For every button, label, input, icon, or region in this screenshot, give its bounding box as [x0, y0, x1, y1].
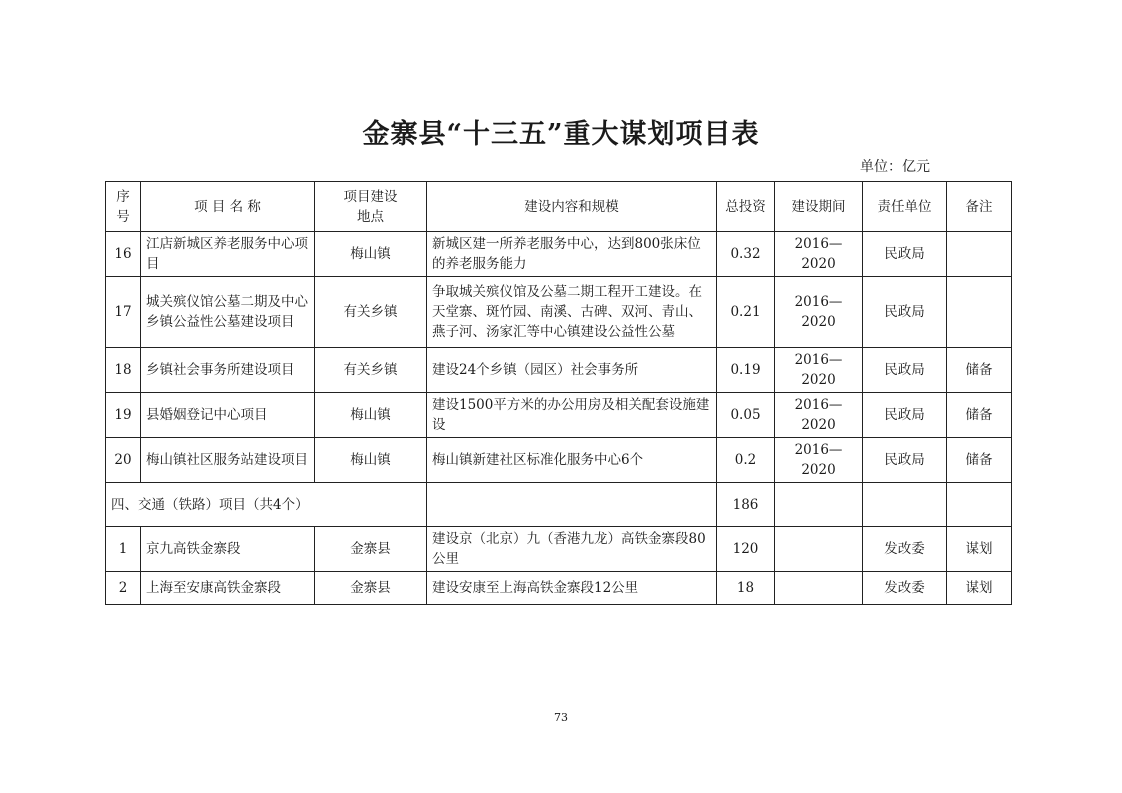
row-name: 乡镇社会事务所建设项目 — [141, 348, 315, 393]
row-investment: 0.2 — [717, 438, 775, 483]
row-location: 梅山镇 — [315, 438, 427, 483]
table-row — [106, 393, 1012, 438]
col-header-unit: 责任单位 — [863, 182, 947, 232]
row-no: 19 — [106, 393, 141, 438]
table-row — [106, 232, 1012, 277]
table-header-row — [106, 182, 1012, 232]
row-period: 2016—2020 — [775, 232, 863, 277]
table-row — [106, 572, 1012, 605]
row-no: 2 — [106, 572, 141, 605]
row-period — [775, 572, 863, 605]
section-unit-empty — [863, 483, 947, 527]
row-content: 争取城关殡仪馆及公墓二期工程开工建设。在天堂寨、斑竹园、南溪、古碑、双河、青山、燕子河、汤家汇等中心镇建设公益性公墓 — [427, 277, 717, 348]
row-name: 江店新城区养老服务中心项目 — [141, 232, 315, 277]
col-header-note: 备注 — [947, 182, 1012, 232]
row-location: 金寨县 — [315, 572, 427, 605]
row-name: 城关殡仪馆公墓二期及中心乡镇公益性公墓建设项目 — [141, 277, 315, 348]
row-unit: 发改委 — [863, 527, 947, 572]
row-unit: 民政局 — [863, 232, 947, 277]
row-unit: 民政局 — [863, 438, 947, 483]
section-period-empty — [775, 483, 863, 527]
table-row — [106, 438, 1012, 483]
page-number: 73 — [554, 711, 568, 724]
col-header-content: 建设内容和规模 — [427, 182, 717, 232]
row-investment: 0.32 — [717, 232, 775, 277]
row-no: 17 — [106, 277, 141, 348]
table-row — [106, 348, 1012, 393]
row-unit: 民政局 — [863, 348, 947, 393]
row-investment: 18 — [717, 572, 775, 605]
unit-note: 单位：亿元 — [860, 159, 930, 175]
row-name: 京九高铁金寨段 — [141, 527, 315, 572]
col-header-no: 序号 — [106, 182, 141, 232]
row-content: 新城区建一所养老服务中心，达到800张床位的养老服务能力 — [427, 232, 717, 277]
row-unit: 民政局 — [863, 393, 947, 438]
row-period: 2016—2020 — [775, 438, 863, 483]
section-note-empty — [947, 483, 1012, 527]
row-location: 梅山镇 — [315, 393, 427, 438]
row-note — [947, 277, 1012, 348]
project-table — [105, 181, 1012, 605]
row-period — [775, 527, 863, 572]
col-header-investment: 总投资 — [717, 182, 775, 232]
row-name: 县婚姻登记中心项目 — [141, 393, 315, 438]
row-investment: 0.21 — [717, 277, 775, 348]
row-investment: 0.05 — [717, 393, 775, 438]
row-location: 有关乡镇 — [315, 348, 427, 393]
row-investment: 120 — [717, 527, 775, 572]
row-location: 金寨县 — [315, 527, 427, 572]
row-name: 梅山镇社区服务站建设项目 — [141, 438, 315, 483]
row-no: 1 — [106, 527, 141, 572]
row-no: 20 — [106, 438, 141, 483]
table-row — [106, 527, 1012, 572]
document-title: 金寨县“十三五”重大谋划项目表 — [362, 119, 760, 150]
section-row — [106, 483, 1012, 527]
col-header-period: 建设期间 — [775, 182, 863, 232]
col-header-location: 项目建设地点 — [315, 182, 427, 232]
row-name: 上海至安康高铁金寨段 — [141, 572, 315, 605]
row-content: 建设安康至上海高铁金寨段12公里 — [427, 572, 717, 605]
row-note: 储备 — [947, 438, 1012, 483]
row-period: 2016—2020 — [775, 348, 863, 393]
row-location: 梅山镇 — [315, 232, 427, 277]
table-row — [106, 277, 1012, 348]
row-unit: 发改委 — [863, 572, 947, 605]
row-period: 2016—2020 — [775, 277, 863, 348]
row-note — [947, 232, 1012, 277]
row-content: 建设24个乡镇（园区）社会事务所 — [427, 348, 717, 393]
row-note: 谋划 — [947, 527, 1012, 572]
row-unit: 民政局 — [863, 277, 947, 348]
row-note: 储备 — [947, 393, 1012, 438]
row-content: 建设京（北京）九（香港九龙）高铁金寨段80公里 — [427, 527, 717, 572]
row-no: 18 — [106, 348, 141, 393]
row-note: 谋划 — [947, 572, 1012, 605]
row-location: 有关乡镇 — [315, 277, 427, 348]
row-note: 储备 — [947, 348, 1012, 393]
section-label: 四、交通（铁路）项目（共4个） — [106, 483, 427, 527]
col-header-name: 项 目 名 称 — [141, 182, 315, 232]
row-content: 建设1500平方米的办公用房及相关配套设施建设 — [427, 393, 717, 438]
section-content-empty — [427, 483, 717, 527]
row-no: 16 — [106, 232, 141, 277]
row-period: 2016—2020 — [775, 393, 863, 438]
row-content: 梅山镇新建社区标准化服务中心6个 — [427, 438, 717, 483]
section-investment: 186 — [717, 483, 775, 527]
row-investment: 0.19 — [717, 348, 775, 393]
